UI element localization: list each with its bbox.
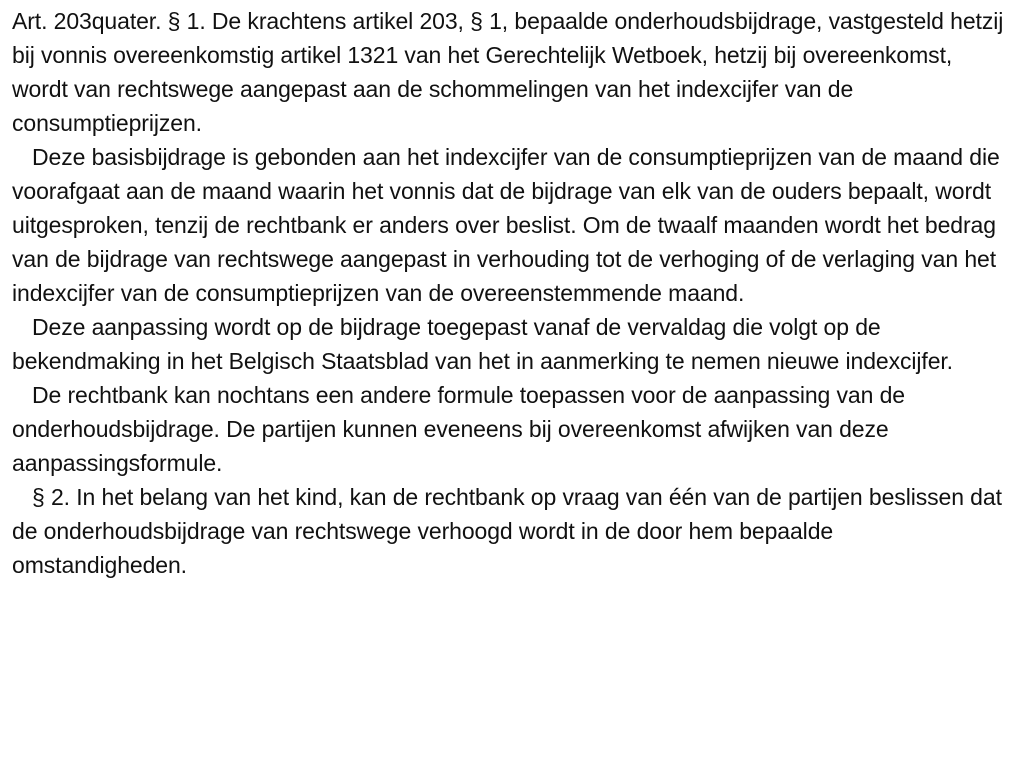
article-paragraph-5: § 2. In het belang van het kind, kan de rechtbank op vraag van één van de partijen beslissen dat de onderhoudsbijdrage van rechtswege verhoogd wordt in de door hem bepaalde omstandigheden. <box>12 484 1002 578</box>
article-paragraph-3: Deze aanpassing wordt op de bijdrage toegepast vanaf de vervaldag die volgt op de bekendmaking in het Belgisch Staatsblad van het in aanmerking te nemen nieuwe indexcijfer. <box>12 314 953 374</box>
article-paragraph-1: Art. 203quater. § 1. De krachtens artikel 203, § 1, bepaalde onderhoudsbijdrage, vastgesteld hetzij bij vonnis overeenkomstig artikel 1321 van het Gerechtelijk Wetboek, hetzij bij overeenkomst, wordt van rechtswege aangepast aan de schommelingen van het indexcijfer van de consumptieprijzen. <box>12 8 1004 136</box>
article-paragraph-4: De rechtbank kan nochtans een andere formule toepassen voor de aanpassing van de onderhoudsbijdrage. De partijen kunnen eveneens bij overeenkomst afwijken van deze aanpassingsformule. <box>12 382 905 476</box>
article-paragraph-2: Deze basisbijdrage is gebonden aan het indexcijfer van de consumptieprijzen van de maand die voorafgaat aan de maand waarin het vonnis dat de bijdrage van elk van de ouders bepaalt, wordt uitgesproken, tenzij de rechtbank er anders over beslist. Om de twaalf maanden wordt het bedrag van de bijdrage van rechtswege aangepast in verhouding tot de verhoging of de verlaging van het indexcijfer van de consumptieprijzen van de overeenstemmende maand. <box>12 144 1000 306</box>
